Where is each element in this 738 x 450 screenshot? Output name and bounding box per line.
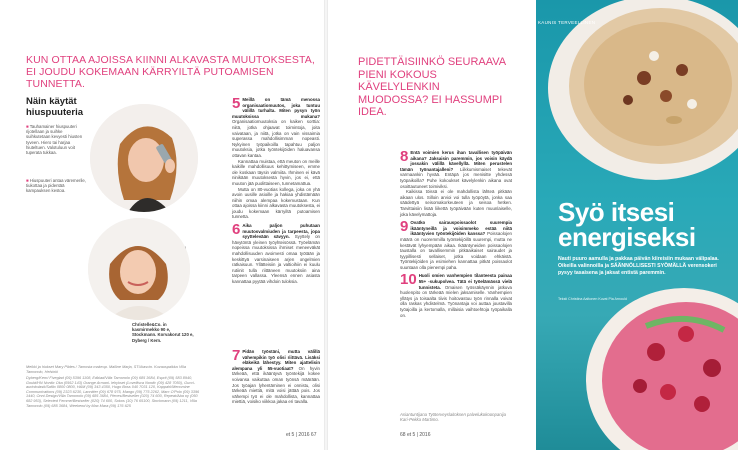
expert-credit: Asiantuntijana Työterveyslaitoksen palvelukokoonpanija Kari-Pekka Martimo. xyxy=(400,412,506,423)
feature-photo-page xyxy=(536,0,738,450)
feature-lead: Nauti puuro aamulla ja pakkaa päivän kiireisiin mukaan välipalaa. Oikeilla valinnoilla ja SÄÄNNÖLLISESTI SYÖMÄLLÄ verensokeri pysyy tasaisena ja jaksat entistä paremmin. xyxy=(558,256,719,276)
qa-10: 10 Huoli omien vanhempien tilanteesta painaa 55+ -sukupolvea. Tätä ei työelämässä vielä tunnisteta. Omaisen työssäkäynnin jatkuva huolenpito on tärkeää mielen jaksamiselle. Vanhempien yllätys ja toisaalta tiivis hoitovastuu työn rinnalla voivat olla raskas yhdistelmä. Työnantaja voi auttaa joustavilla työajoilla ja kertomalla, millaisia vaihtoehtoja työpaikalla on. xyxy=(400,271,512,318)
qa-8: 8 Entä voimien kerus ihan tavallisen työpäivän aikana? Jaksaisin paremmin, jos voisin käydä jossakin välillä kävellyllä. Miten perustelen tämän työnantajalleni? Liikkumismaiset tekevät varmaankin hyvää. Entäpä jos menisitte yhdessä työpaikoilla? Puhe kokoukset kävelylenkin aikana ovat osoittautuneet toimiviksi. xyxy=(400,148,512,189)
model-photo-finished xyxy=(88,218,190,320)
qa-5: 5 Meillä on tämä menossa organisaatiomuutos, joka tuntuu välillä turhalta. Miten pysyn työn muutoksissa mukana? Organisaatiomuutoksia on kaiken sorttia: niitä, jotka ohjaavat toimintoja, joita vaivataan, ja niitä, jotka on vain vissaimia superassa mahdollisimman nopeasti. Nykyinen työpaikoilla tapahtuu paljon muutoksia, jotka työntekijöiden haluavansa ottavan kantaa. xyxy=(232,95,320,158)
pull-quote: PIDETTÄISIINKÖ SEURAAVA PIENI KOKOUS KÄVELYLENKIN MUODOSSA? EI HASSUMPI IDEA. xyxy=(358,56,506,118)
qa-6: 6 Aika paljon puhutaan muutosvalmiuden ja tarpeesta, jopa syyttelevään sävyyn. Syyttely on hävytöntä yleinen työyhteisössä. Työelämän nopeissa muutoksissa ihmiset meneeväkät mahdollisuuden avoimesti omaa työtään ja keskittyä varsinaiseen arjen ongelmien ratkaisuun. Yllätteisiin ja valtioihiin ei kuulu rutiinit tulla riittäneen muutoksiin aina tarpeen vallassa. Yleensä ennen asiasta kannattaa pyytää vihdoin tuloksia. xyxy=(232,221,320,284)
feature-byline: Teksti Christina Aaltonen Kuvat Pia Arnould xyxy=(558,297,627,301)
feature-title: Syö itsesi energiseksi xyxy=(558,197,696,252)
page-number-left: et 5 | 2016 67 xyxy=(286,432,317,438)
article-column-1b xyxy=(232,349,320,405)
paragraph: Kaikissa töissä ei ole mahdollista lähteä pitkään aikaan ulos. Silloin arvioi voi tulla työpöytä, jonka saa säädettyä seisomakorkeuteen ja seisoa hetken. Tarvittaisiin lisää liikettä työpäivään kuten muunlaiselle, joka kävelymattoja. xyxy=(400,189,512,217)
model-photo-hair xyxy=(90,104,198,212)
qa-7: 7 Pidän työstäni, mutta välillä vähempikin työ olisi riittävä. Lisäksi eläkeikä lähestyy. Miten ajattelisin alempana yli 55-vuotiaat? On hyvin tärkeää, että ikääntyvä työntekijä kokee voivansa vaikuttaa oman työnsä määrään. Jos työajan lyhentäminen ei onnistu, olisi tärkeää miettiä, mitä voisi jättää pois. Jos vähempi työ ei ole mahdollista, kannattaa miettiä, voisiko viikkoa jakaa eri tavalla. xyxy=(232,347,320,405)
section-tag: KAUNIS TERVEELLINEN xyxy=(538,20,596,25)
shop-list: Dyberg/Kern/ Fiveglad (09) 5396 1108, Edblad/Villa Tamonolo (09) 685 3684, Esprit (09) 583 8940, Gould/HN Nordic Oka (0562 143) Orange Armani- lehykset (Lovellisca Nordic (09) 428 7050), Gucci-aurinkolasit/Safilo 0800 0800, H&M (09) 343 4350, Hugo Boss 040 7031 120, Kappahl/Menomine Communications (09) 2323 6230, Lannitter (09) 678 975, Mango (09) 775 2262, Marc O'Polo (09) 3396 1440, Onni Design/Villa Tamonolo (09) 685 3684, Pieces/Bestseller (020) 74 600, Repeat/Aba oy (050 682 953), Selected Femme/Bestseller (020) 74 600, Sokos (10) 76 65100, Stockmann (09) 1211, Villa Tamonolo (09) 685 3684, Weekend by Max Mara (09) 176 625 xyxy=(26,376,200,408)
paragraph: Kannattaa muistaa, että meuton on meille kaikille mahdollisuus kehittymiseen, emme ole koskaan täysin valmiita. Ihminen ei kävä ninikään muutoksesta hyvin, jos ei, että muuton jää puolittaiseen, tunnetamattua. xyxy=(232,158,320,186)
page-number-right: 68 et 5 | 2016 xyxy=(400,432,431,438)
sidebar-title: Näin käytät hiuspuuteria xyxy=(26,96,84,118)
photo-credits: Meikki ja hiukset Mary Pildes / Tamosta makeup. Malline Marja, STUkasvin. Kuvauspaikka Villa Tamonolo, Helsinki xyxy=(26,365,186,374)
qa-9: 9 Ovatko sairauspoissaolot suurempia ikääntyneillä ja voisimmeko estää niitä ikääntyvien työntekijöiden kanssa? Poissaolojen määrä on nuoremmilla työntekijöillä suurempi, mutta ne kestävät lyhyempään aikaa. Ikääntyneiden poissaolojen taustalla on tavallisemmin pitkäaikaiset sairaudet ja tyypillisesti sellaiset, jotka voidaan ehkäistä. Työntekijöiden ja esimiehen kannattaa pitkät poissaolot suuntaan olla pienempi paha. xyxy=(400,218,512,270)
article-column-right xyxy=(400,150,512,318)
page-headline: KUN OTTAA AJOISSA KIINNI ALKAVASTA MUUTOKSESTA, EI JOUDU KOKEMAAN KÄRRYILTÄ PUTOAMISEN TUNNETTA. xyxy=(26,54,315,90)
outfit-caption: Christelle&Co. in kasmirmekko 90 e, Stockmann. Korvakorut 120 e, Dyberg / Kern. xyxy=(132,322,194,343)
spine-gutter xyxy=(324,0,328,450)
tip-1: ■ Tauhamainer hiuspuuteri rijotellaan ja suihke suihkutetaan kevyesti hiusten tyveen. Hiero tai harjaa hiuteltuen. Valotuluun voit tuperata tukkaa. xyxy=(26,124,83,156)
article-column-1 xyxy=(232,97,320,285)
tip-2: ■ Hiuspuuteri antaa väremerile, tiukottaa ja pidentää kampauksen kestoa. xyxy=(26,178,86,194)
paragraph: Mutta on 80-vuotias kollega, joka on yhä avoin uusille asioille ja hakiaa yhdistämään niihin omaa alempaa kokemustaan. Kun ottaa ajoissa kiinni alkavasta muutoksesta, ei joudu kokemaan kärryiltä putoamisen tunnetta. xyxy=(232,186,320,220)
